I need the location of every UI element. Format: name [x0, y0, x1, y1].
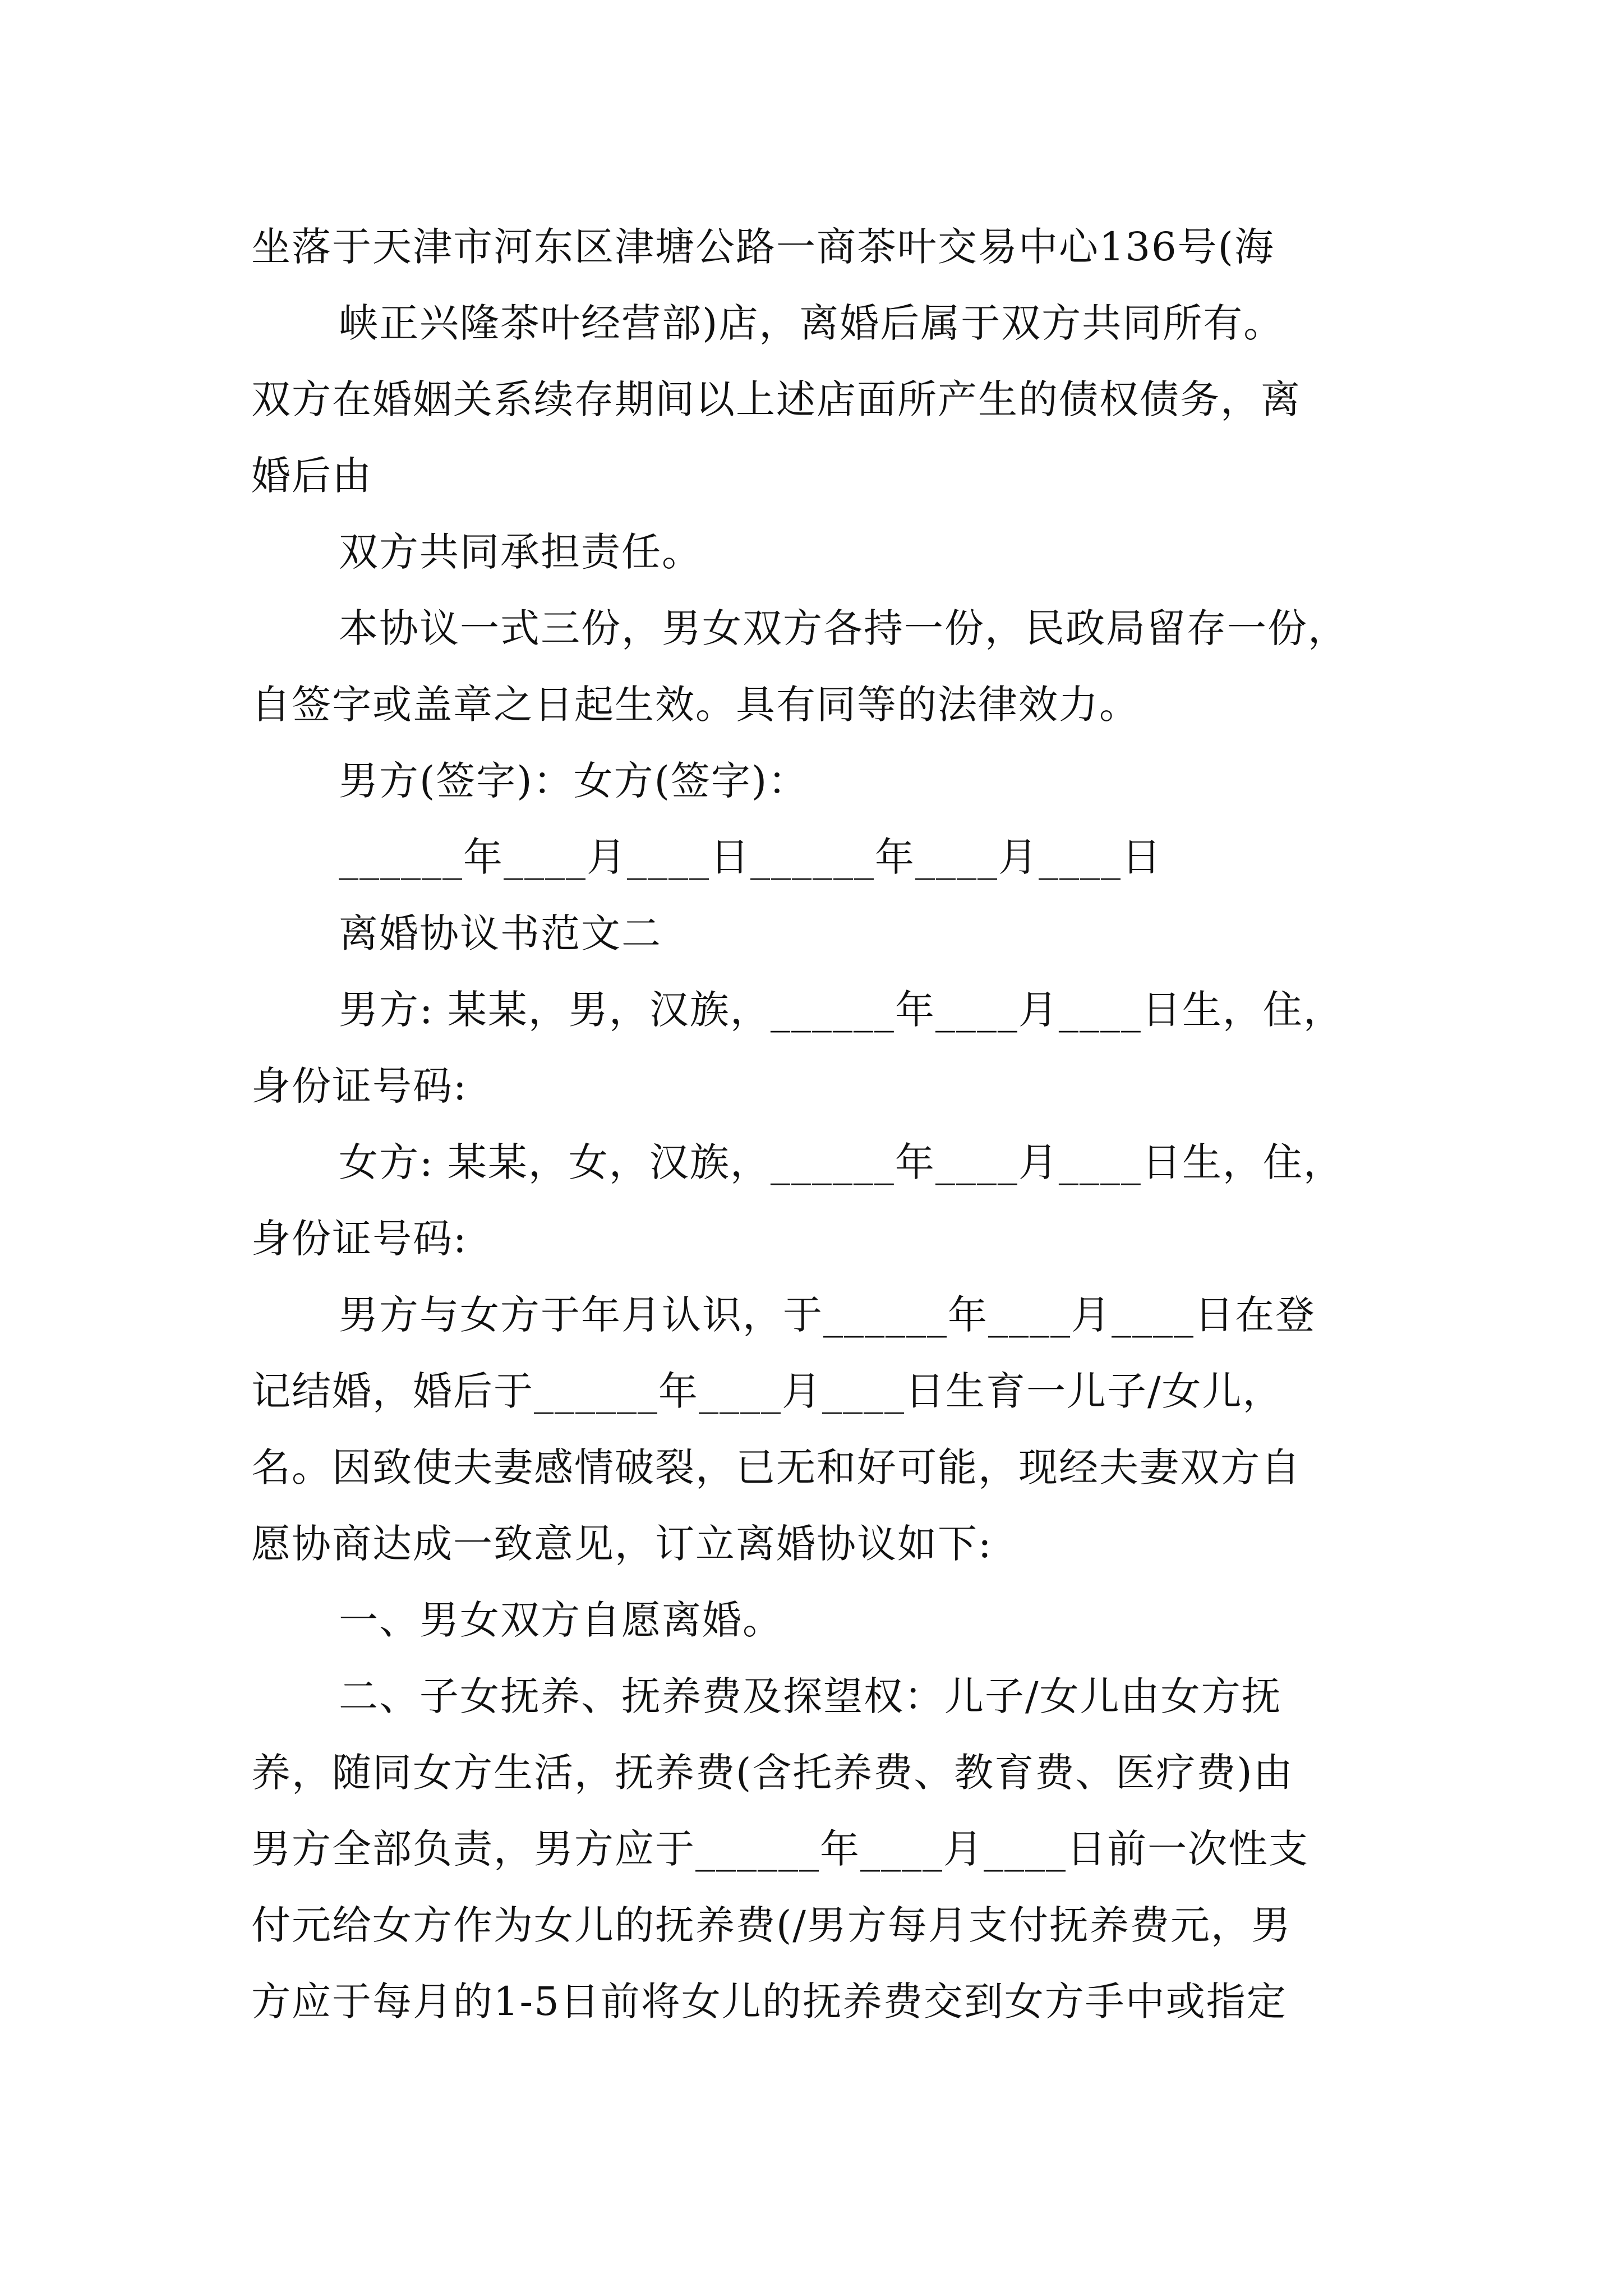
document-line: 名。因致使夫妻感情破裂，已无和好可能，现经夫妻双方自: [251, 1444, 1301, 1490]
document-line: 自签字或盖章之日起生效。具有同等的法律效力。: [251, 682, 1140, 728]
document-line: 身份证号码:: [251, 1063, 468, 1109]
document-line: 养，随同女方生活，抚养费(含托养费、教育费、医疗费)由: [251, 1750, 1294, 1796]
document-line: 身份证号码:: [251, 1216, 468, 1262]
document-line: 坐落于天津市河东区津塘公路一商茶叶交易中心136号(海: [251, 224, 1275, 270]
document-line: 男方(签字)：女方(签字)：: [339, 758, 809, 804]
document-line: 男方与女方于年月认识，于______年____月____日在登: [339, 1292, 1316, 1338]
document-line: 男方: 某某，男，汉族，______年____月____日生，住，: [339, 987, 1344, 1033]
document-body: [251, 209, 1390, 2040]
document-line: 本协议一式三份，男女双方各持一份，民政局留存一份，: [339, 605, 1348, 651]
document-line: 双方在婚姻关系续存期间以上述店面所产生的债权债务，离: [251, 376, 1301, 422]
document-line: ______年____月____日______年____月____日: [339, 834, 1162, 880]
document-line: 二、子女抚养、抚养费及探望权：儿子/女儿由女方抚: [339, 1673, 1282, 1719]
document-line: 婚后由: [251, 453, 372, 499]
document-line: 一、男女双方自愿离婚。: [339, 1597, 783, 1643]
document-line: 男方全部负责，男方应于______年____月____日前一次性支: [251, 1826, 1309, 1872]
document-line: 女方: 某某，女，汉族，______年____月____日生，住，: [339, 1139, 1344, 1185]
document-line: 愿协商达成一致意见，订立离婚协议如下:: [251, 1521, 993, 1567]
document-line: 记结婚，婚后于______年____月____日生育一儿子/女儿，: [251, 1368, 1283, 1414]
document-line: 方应于每月的1-5日前将女儿的抚养费交到女方手中或指定: [251, 1978, 1287, 2024]
document-line: 离婚协议书范文二: [339, 910, 662, 956]
document-line: 双方共同承担责任。: [339, 529, 702, 575]
document-line: 付元给女方作为女儿的抚养费(/男方每月支付抚养费元，男: [251, 1902, 1292, 1948]
document-line: 峡正兴隆茶叶经营部)店，离婚后属于双方共同所有。: [339, 300, 1284, 346]
